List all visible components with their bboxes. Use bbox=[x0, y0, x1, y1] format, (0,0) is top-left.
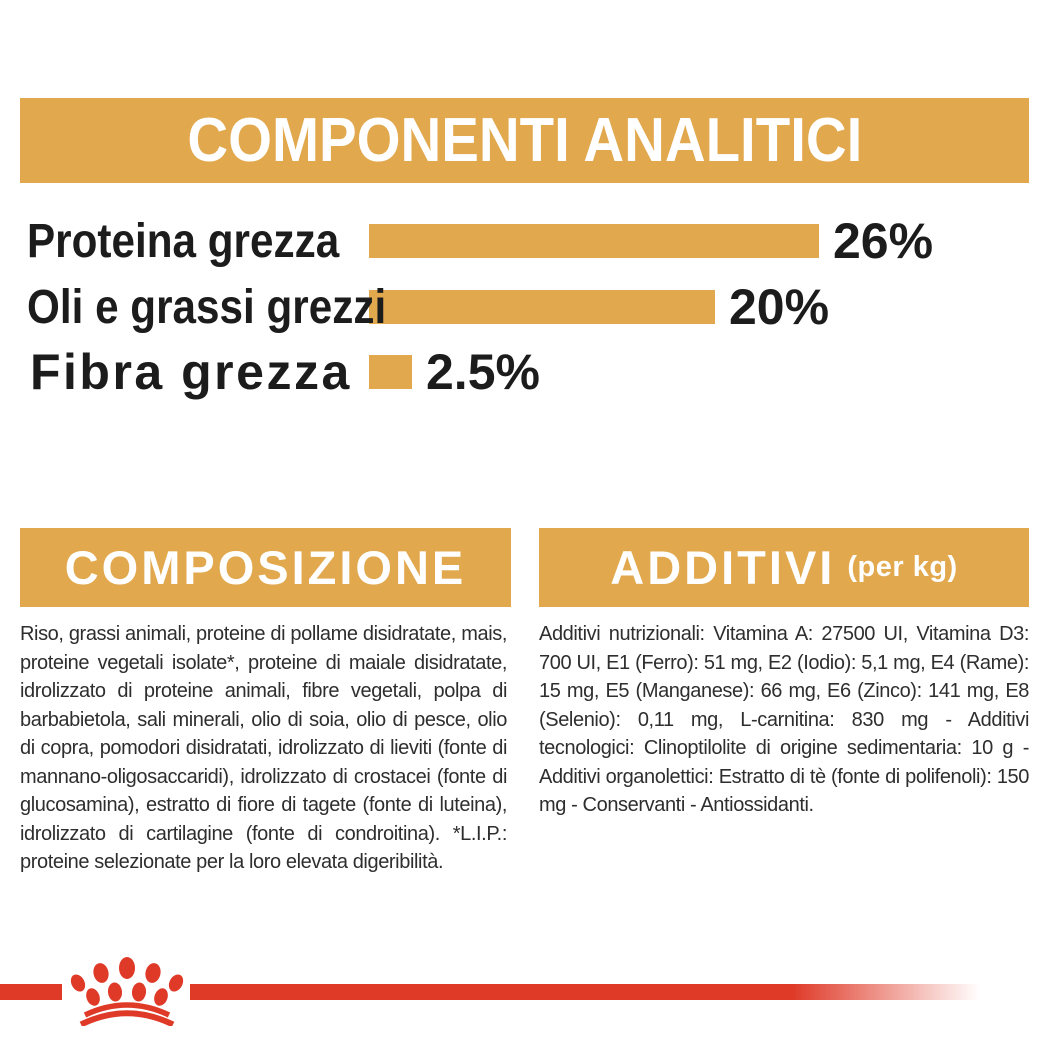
additivi-title-suffix: (per kg) bbox=[847, 551, 958, 583]
bar-value-proteina: 26% bbox=[833, 213, 934, 269]
footer-ribbon-left bbox=[0, 984, 62, 1000]
composizione-banner bbox=[20, 528, 511, 607]
bar-value-oli-grassi: 20% bbox=[729, 279, 830, 335]
chart-row-oli-grassi bbox=[0, 279, 1049, 335]
composizione-body: Riso, grassi animali, proteine di pollame disidratate, mais, proteine vegetali isolate*, proteine di maiale disidratate, idrolizzato di proteine animali, fibre vegetali, polpa di barbabietola, sali minerali, olio di soia, olio di pesce, olio di copra, pomodori disidratati, idrolizzato di lieviti (fonte di mannano-oligosaccaridi), idrolizzato di crostacei (fonte di glucosamina), estratto di fiore di tagete (fonte di luteina), idrolizzato di cartilagine (fonte di condroitina). *L.I.P.: proteine selezionate per la loro elevata digeribilità. bbox=[20, 623, 507, 873]
chart-label-fibra: Fibra grezza bbox=[30, 344, 352, 400]
componenti-analitici-banner bbox=[20, 98, 1029, 183]
bar-fibra-grezza bbox=[369, 355, 412, 389]
chart-label-proteina: Proteina grezza bbox=[27, 214, 340, 268]
footer-ribbon-right-fade bbox=[190, 984, 1049, 1000]
additivi-title: ADDITIVI bbox=[610, 541, 836, 594]
componenti-analitici-title: COMPONENTI ANALITICI bbox=[187, 106, 862, 175]
composizione-title: COMPOSIZIONE bbox=[64, 541, 467, 594]
chart-row-proteina bbox=[0, 213, 1049, 269]
bar-oli-grassi bbox=[369, 290, 715, 324]
chart-row-fibra bbox=[0, 344, 1049, 400]
royal-canin-crown-icon bbox=[64, 956, 190, 1026]
additivi-body: Additivi nutrizionali: Vitamina A: 27500 UI, Vitamina D3: 700 UI, E1 (Ferro): 51 mg, E2 (Iodio): 5,1 mg, E4 (Rame): 15 mg, E5 (Manganese): 66 mg, E6 (Zinco): 141 mg, E8 (Selenio): 0,11 mg, L-carnitina: 830 mg - Additivi tecnologici: Clinoptilolite di origine sedimentaria: 10 g - Additivi organolettici: Estratto di tè (fonte di polifenoli): 150 mg - Conservanti - Antiossidanti. bbox=[539, 623, 1029, 816]
bar-value-fibra: 2.5% bbox=[426, 344, 540, 400]
chart-label-oli-grassi: Oli e grassi grezzi bbox=[27, 280, 387, 334]
bar-proteina-grezza bbox=[369, 224, 819, 258]
additivi-banner bbox=[539, 528, 1029, 607]
